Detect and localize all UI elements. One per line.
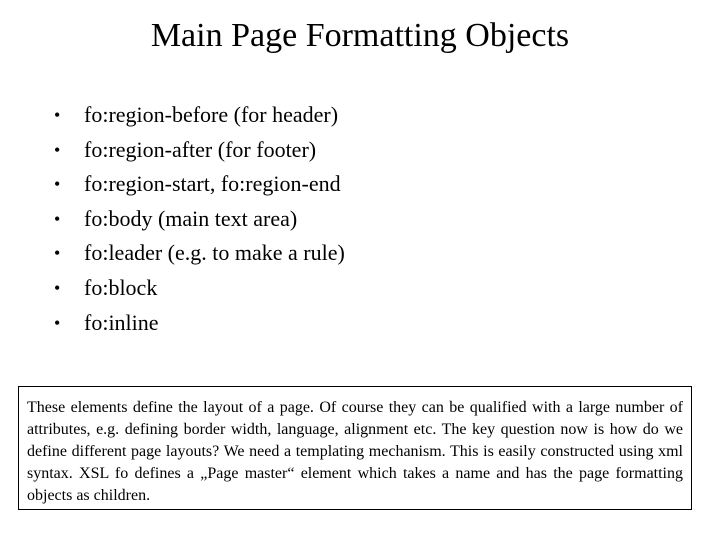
bullet-item-region-after [54, 133, 345, 168]
bullet-icon: • [54, 312, 61, 333]
bullet-icon: • [54, 105, 61, 125]
bullet-item-region-before [54, 98, 345, 133]
bullet-item-block [54, 271, 345, 306]
bullet-icon: • [54, 174, 61, 195]
notes-box [18, 386, 692, 510]
bullet-text: fo:region-start, fo:region-end [84, 171, 341, 197]
bullet-item-inline [54, 306, 345, 341]
bullet-text: fo:block [84, 274, 158, 300]
bullet-item-body [54, 202, 345, 237]
bullet-item-leader [54, 236, 345, 271]
slide-title: Main Page Formatting Objects [150, 17, 570, 54]
notes-text: These elements define the layout of a page. Of course they can be qualified with a large number of attributes, e.g. defining border width, language, alignment etc. The key question now is how do we define different page layouts? We need a templating mechanism. This is easily constructed using xml syntax. XSL fo defines a „Page master“ element which takes a name and has the page formatting objects as children. [27, 399, 683, 504]
bullet-text: fo:leader (e.g. to make a rule) [84, 240, 345, 266]
bullet-icon: • [54, 243, 61, 264]
bullet-list [54, 98, 345, 340]
bullet-item-region-start-end [54, 167, 345, 202]
bullet-icon: • [54, 139, 61, 160]
bullet-text: fo:region-before (for header) [84, 102, 339, 127]
bullet-icon: • [54, 208, 61, 229]
bullet-icon: • [54, 277, 61, 298]
bullet-text: fo:inline [84, 309, 159, 335]
bullet-text: fo:region-after (for footer) [84, 136, 317, 162]
bullet-text: fo:body (main text area) [84, 205, 298, 231]
